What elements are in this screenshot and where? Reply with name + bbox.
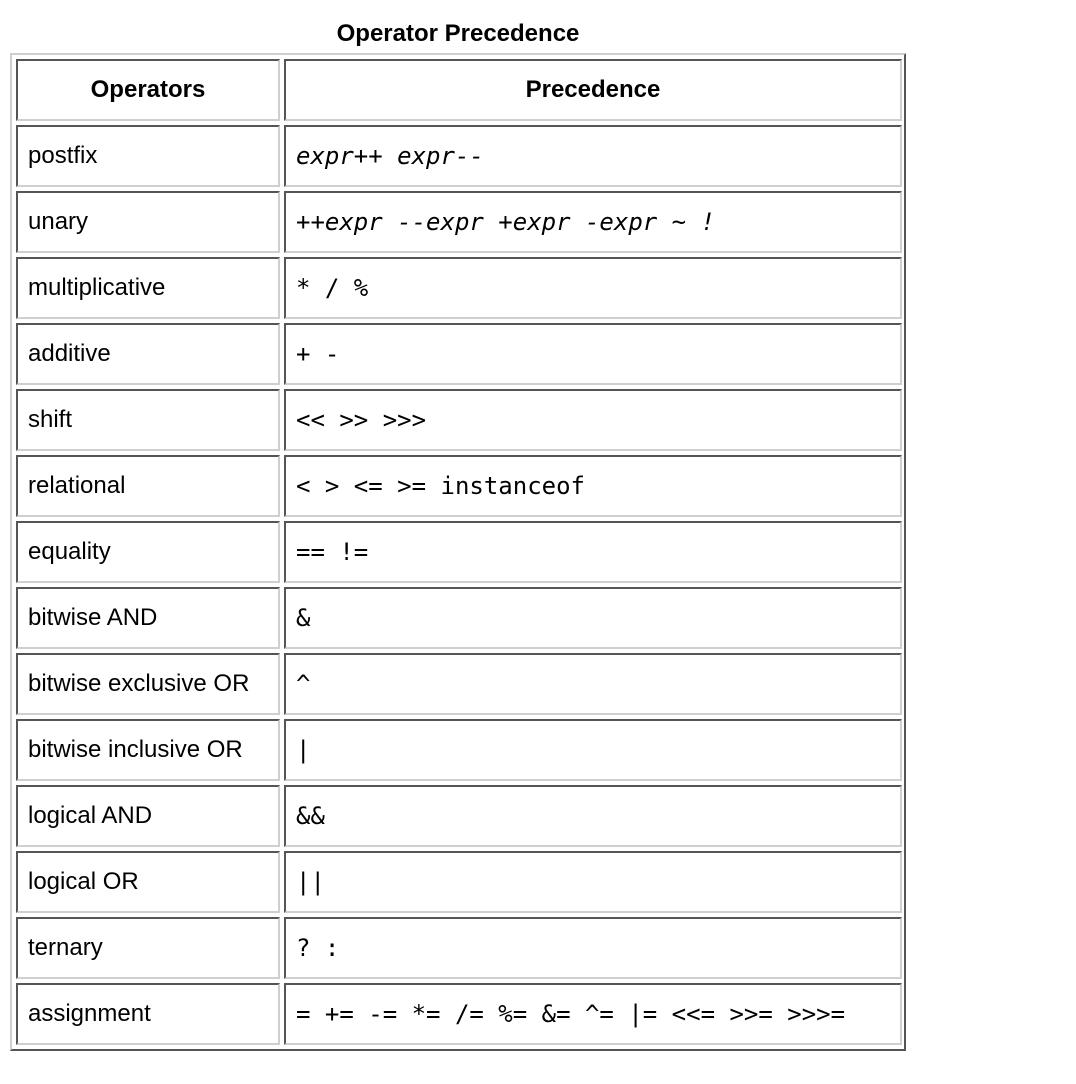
operator-cell: ternary (16, 917, 280, 979)
table-caption: Operator Precedence (336, 20, 580, 47)
precedence-cell: << >> >>> (284, 389, 902, 451)
header-operators: Operators (16, 59, 280, 121)
operator-cell: additive (16, 323, 280, 385)
operator-cell: bitwise inclusive OR (16, 719, 280, 781)
precedence-cell: + - (284, 323, 902, 385)
operator-cell: multiplicative (16, 257, 280, 319)
precedence-cell: expr++ expr-- (284, 125, 902, 187)
operator-cell: logical AND (16, 785, 280, 847)
precedence-cell: && (284, 785, 902, 847)
operator-cell: shift (16, 389, 280, 451)
precedence-cell: ? : (284, 917, 902, 979)
precedence-cell: * / % (284, 257, 902, 319)
precedence-cell: ++expr --expr +expr -expr ~ ! (284, 191, 902, 253)
operator-cell: assignment (16, 983, 280, 1045)
precedence-cell: & (284, 587, 902, 649)
operator-cell: postfix (16, 125, 280, 187)
precedence-cell: | (284, 719, 902, 781)
operator-cell: bitwise AND (16, 587, 280, 649)
precedence-cell: ^ (284, 653, 902, 715)
precedence-cell: || (284, 851, 902, 913)
operator-cell: unary (16, 191, 280, 253)
operator-cell: equality (16, 521, 280, 583)
precedence-cell: == != (284, 521, 902, 583)
operator-cell: bitwise exclusive OR (16, 653, 280, 715)
operator-cell: relational (16, 455, 280, 517)
header-precedence: Precedence (284, 59, 902, 121)
precedence-cell: = += -= *= /= %= &= ^= |= <<= >>= >>>= (284, 983, 902, 1045)
operator-cell: logical OR (16, 851, 280, 913)
precedence-cell: < > <= >= instanceof (284, 455, 902, 517)
operator-precedence-table (10, 53, 906, 1051)
